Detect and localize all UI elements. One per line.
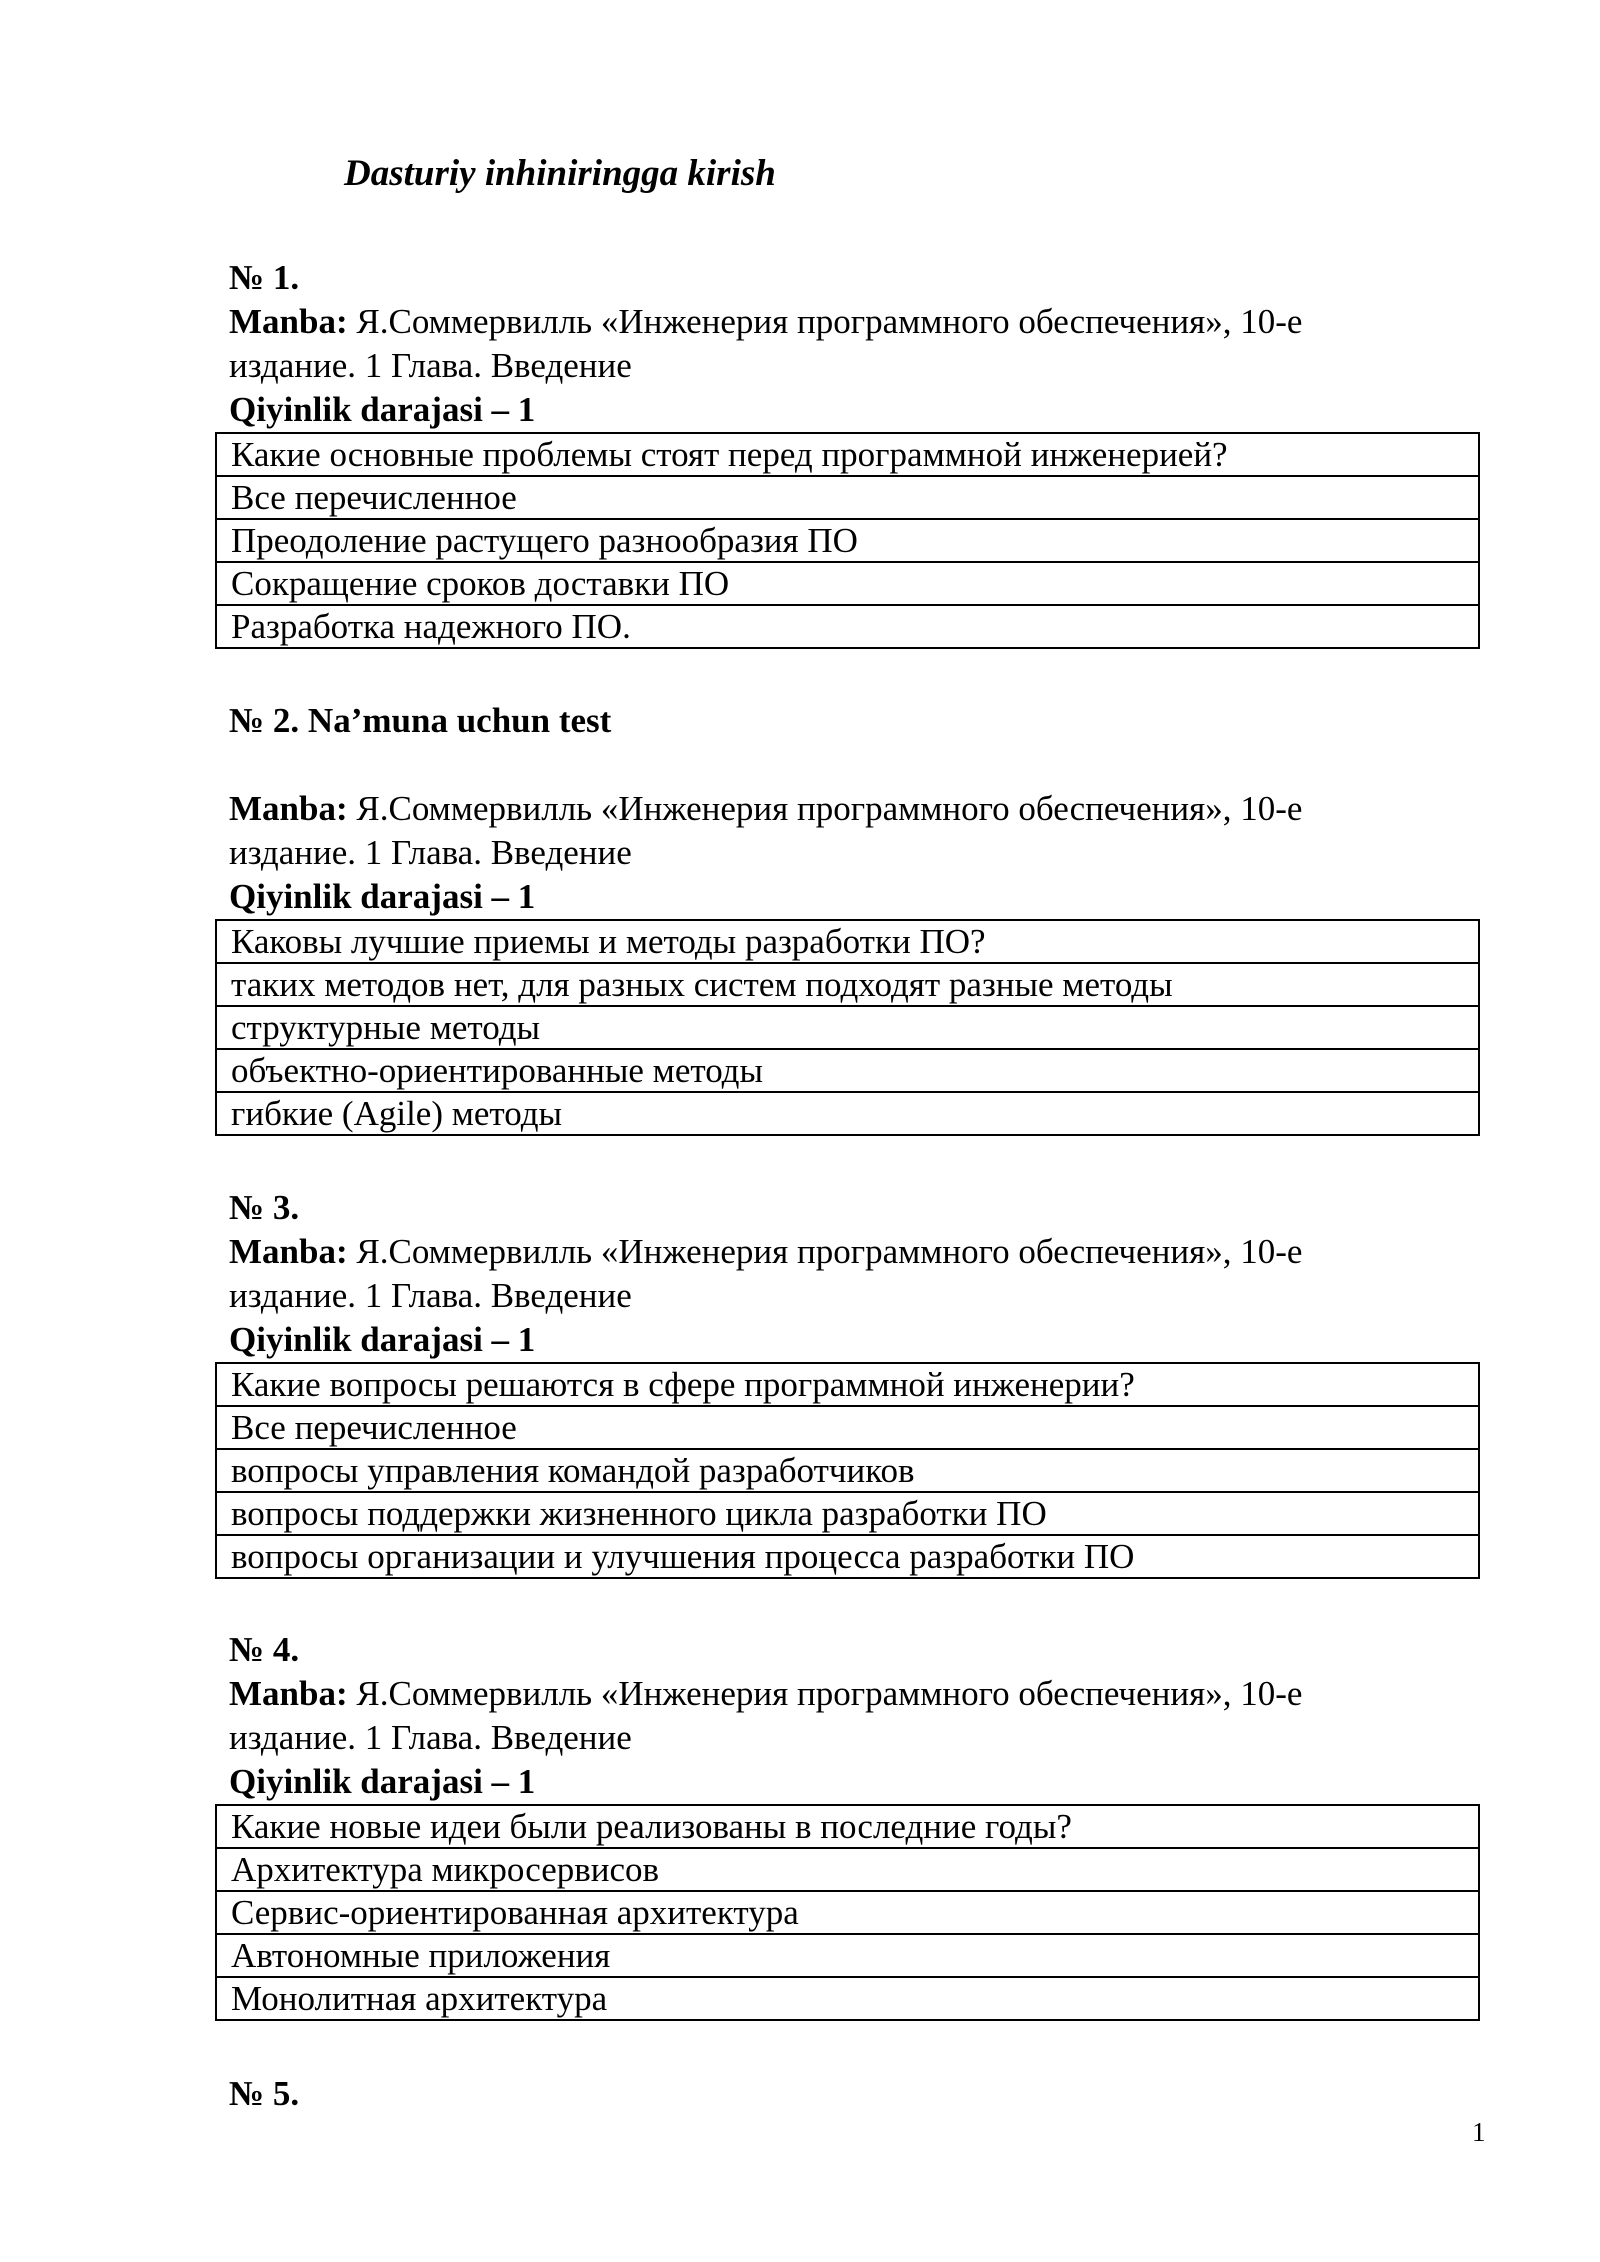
table-row (216, 1092, 1479, 1135)
table-row (216, 1805, 1479, 1848)
question-source (229, 1672, 1484, 1716)
source-label: Manba: (229, 1232, 348, 1271)
answer-option: вопросы поддержки жизненного цикла разработки ПО (216, 1492, 1479, 1535)
table-row (216, 1406, 1479, 1449)
answer-option: Сокращение сроков доставки ПО (216, 562, 1479, 605)
answers-table (215, 919, 1480, 1136)
table-row (216, 476, 1479, 519)
table-row (216, 920, 1479, 963)
answer-option: Все перечисленное (216, 476, 1479, 519)
table-row (216, 433, 1479, 476)
question-number: № 2. Na’muna uchun test (229, 701, 612, 740)
source-text-continued: издание. 1 Глава. Введение (229, 1718, 632, 1757)
table-row (216, 1006, 1479, 1049)
source-text-continued: издание. 1 Глава. Введение (229, 346, 632, 385)
source-text-continued: издание. 1 Глава. Введение (229, 1276, 632, 1315)
question-block-3 (229, 1186, 1484, 1579)
question-number: № 3. (229, 1188, 300, 1227)
question-number: № 4. (229, 1630, 300, 1669)
difficulty-level: Qiyinlik darajasi – 1 (229, 1320, 536, 1359)
source-label: Manba: (229, 1674, 348, 1713)
question-text: Какие вопросы решаются в сфере программной инженерии? (216, 1363, 1479, 1406)
question-number: № 1. (229, 258, 300, 297)
table-row (216, 963, 1479, 1006)
question-block-2 (229, 699, 1484, 1136)
question-source (229, 787, 1484, 831)
answer-option: объектно-ориентированные методы (216, 1049, 1479, 1092)
source-text: Я.Соммервилль «Инженерия программного обеспечения», 10-е (347, 1232, 1303, 1271)
table-row (216, 1535, 1479, 1578)
answer-option: вопросы управления командой разработчиков (216, 1449, 1479, 1492)
answer-option: вопросы организации и улучшения процесса разработки ПО (216, 1535, 1479, 1578)
question-block-5 (229, 2072, 1484, 2116)
table-row (216, 1492, 1479, 1535)
source-label: Manba: (229, 789, 348, 828)
answer-option: Все перечисленное (216, 1406, 1479, 1449)
question-source (229, 1230, 1484, 1274)
question-text: Каковы лучшие приемы и методы разработки ПО? (216, 920, 1479, 963)
source-text: Я.Соммервилль «Инженерия программного обеспечения», 10-е (347, 789, 1303, 828)
table-row (216, 1977, 1479, 2020)
table-row (216, 605, 1479, 648)
answer-option: таких методов нет, для разных систем подходят разные методы (216, 963, 1479, 1006)
answer-option: Разработка надежного ПО. (216, 605, 1479, 648)
answer-option: Монолитная архитектура (216, 1977, 1479, 2020)
answer-option: Сервис-ориентированная архитектура (216, 1891, 1479, 1934)
difficulty-level: Qiyinlik darajasi – 1 (229, 1762, 536, 1801)
question-number: № 5. (229, 2074, 300, 2113)
page-number: 1 (1472, 2117, 1486, 2147)
table-row (216, 1449, 1479, 1492)
question-block-1 (229, 256, 1484, 649)
table-row (216, 1848, 1479, 1891)
question-source (229, 300, 1484, 344)
answer-option: Архитектура микросервисов (216, 1848, 1479, 1891)
table-row (216, 1363, 1479, 1406)
answer-option: гибкие (Agile) методы (216, 1092, 1479, 1135)
source-text: Я.Соммервилль «Инженерия программного обеспечения», 10-е (347, 302, 1303, 341)
table-row (216, 519, 1479, 562)
question-block-4 (229, 1628, 1484, 2021)
difficulty-level: Qiyinlik darajasi – 1 (229, 877, 536, 916)
answer-option: структурные методы (216, 1006, 1479, 1049)
table-row (216, 1891, 1479, 1934)
answers-table (215, 432, 1480, 649)
document-title: Dasturiy inhiniringga kirish (344, 153, 776, 194)
blank-line (229, 743, 1484, 787)
answers-table (215, 1804, 1480, 2021)
table-row (216, 1934, 1479, 1977)
table-row (216, 1049, 1479, 1092)
source-text: Я.Соммервилль «Инженерия программного обеспечения», 10-е (347, 1674, 1303, 1713)
difficulty-level: Qiyinlik darajasi – 1 (229, 390, 536, 429)
question-text: Какие основные проблемы стоят перед программной инженерией? (216, 433, 1479, 476)
source-label: Manba: (229, 302, 348, 341)
question-text: Какие новые идеи были реализованы в последние годы? (216, 1805, 1479, 1848)
answers-table (215, 1362, 1480, 1579)
source-text-continued: издание. 1 Глава. Введение (229, 833, 632, 872)
answer-option: Преодоление растущего разнообразия ПО (216, 519, 1479, 562)
table-row (216, 562, 1479, 605)
answer-option: Автономные приложения (216, 1934, 1479, 1977)
